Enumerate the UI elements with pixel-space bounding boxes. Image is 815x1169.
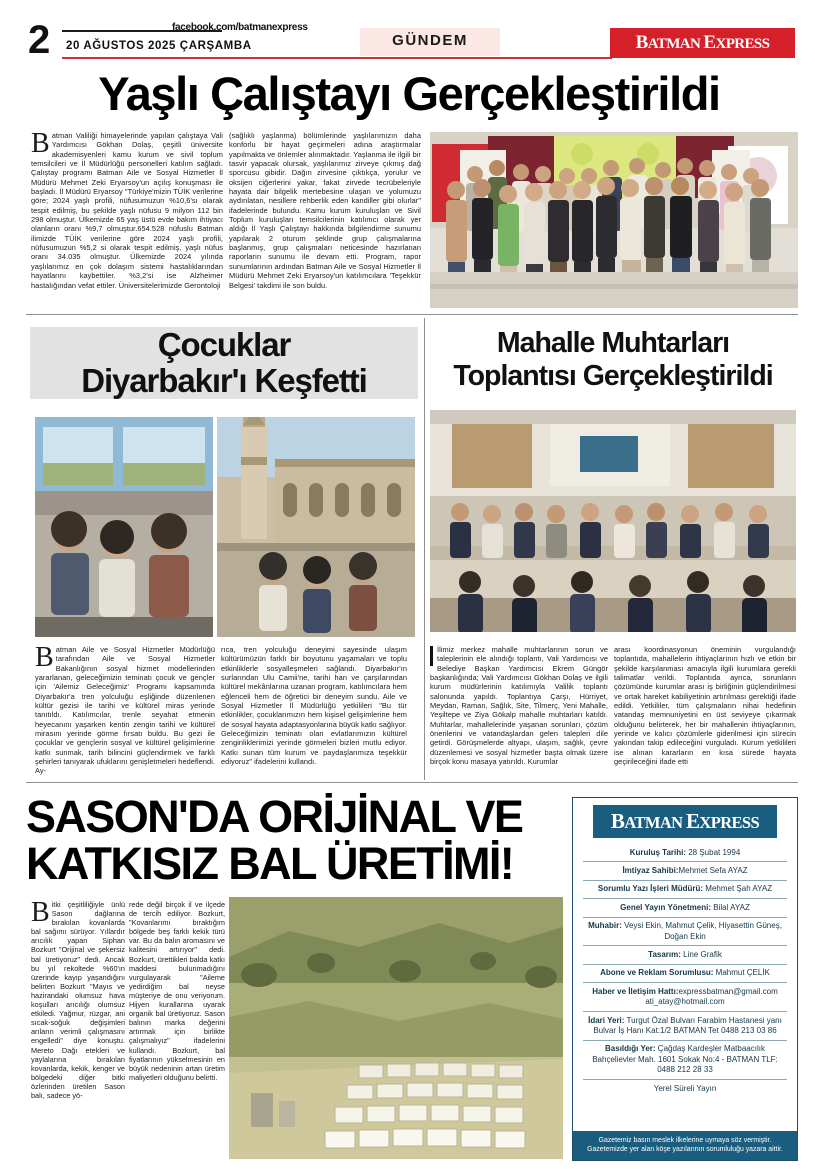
article3-col1-text: İlimiz merkez mahalle muhtarlarının sorun ve taleplerinin ele alındığı toplantı, Vali Yardımcısı ve Belediye Başkan Yardımcısı Ekrem Güngör başkanlığında; Vali Yardımcısı Gökhan Dolaş ve ilgili kurum müdürlerinin katılımıyla Valilik toplantı salonunda yapıldı. Toplantıya Çarşı, Hürriyet, Meydan, Raman, Sağlık, Site, Tilmerç, Yeni Mahalle, Yeşiltepe ve Ziya Gökalp mahalle muhtarları katıldı. Muhtarlar, mahallelerinde yaşanan sorunları, çözüm önerilerini ve vatandaşlardan gelen talepleri dile getirdi. Görüşmelerde altyapı, ulaşım, sağlık, çevre düzenlemesi ve sosyal hizmetler başta olmak üzere birçok konu masaya yatırıldı. Kurumlar: [430, 645, 608, 767]
group-photo-workshop-participants: [430, 132, 798, 308]
colophon-logo-e: E: [685, 809, 700, 833]
colophon-row-value: Yerel Süreli Yayın: [653, 1083, 717, 1093]
logo-atman: ATMAN: [647, 36, 704, 52]
article3-headline-line1: Mahalle Muhtarları: [496, 327, 730, 359]
colophon-row-label: İmtiyaz Sahibi:: [622, 865, 679, 875]
article2-column-2: rıca, tren yolculuğu deneyimi sayesinde ulaşım kültürümüzün farklı bir boyutunu yaşamaları ve toplu etkinliklerle sosyalleşmeleri sağlandı. Diyarbakır'ın surlarından Ulu Camii'ne, tarihi han ve çarşılarından kültürel mekânlarına uzanan program, katılımcılara hem eğlenceli hem de öğretici bir deneyim sundu. Aile ve Sosyal Hizmetler İl Müdürlüğü yetkilileri "Bu tür etkinlikler, çocuklarımızın hem kişisel gelişimlerine hem de sosyal hayata adaptasyonlarına büyük katkı sağlıyor. Geleceğimizin teminatı olan evlatlarımızın kültürel zenginliklerimizi yerinde görmeleri bizleri mutlu ediyor. Katkı sunan tüm kurum ve paydaşlarımıza teşekkür ediyoruz" ifadelerini kullandı.: [221, 645, 407, 767]
colophon-note-line1: Gazetemiz basın meslek ilkelerine uymaya söz vermiştir.: [598, 1136, 772, 1144]
logo-xpress: XPRESS: [715, 36, 770, 52]
colophon-row: [583, 844, 787, 861]
colophon-row: [583, 880, 787, 898]
page-masthead: [0, 0, 815, 68]
article4-column-1: [31, 897, 125, 1100]
article3-headline: [430, 327, 796, 393]
article2-headline-line2: Diyarbakır'ı Keşfetti: [81, 362, 367, 399]
lead-headline: Yaşlı Çalıştayı Gerçekleştirildi: [98, 67, 720, 120]
colophon-row: [583, 1011, 787, 1040]
page-number: 2: [28, 18, 50, 62]
colophon-note: [573, 1131, 797, 1160]
article3-initial-bar: [430, 646, 433, 666]
article4-column-2: rede değil birçok il ve ilçede de tercih ediliyor. Bozkurt, "Kovanlarımı bıraktığım bölgede beş farklı kekik türü var. Bu da balın aromasını ve kalitesini artırıyor" dedi. Bozkurt, ürettikleri balda katkı maddesi bulunmadığını vurgulayarak "Aileme yedirdiğim bal neyse müşteriye de onu veriyorum. Hijyen kurallarına uyarak organik bal üretiyoruz. Sason balının marka değerini artırmak için birlikte çalışmalıyız" ifadelerini kullandı. Bozkurt, bal fiyatlarının yükselmesinin en büyük nedeninin artan üretim maliyetleri olduğunu belirtti.: [129, 900, 225, 1082]
colophon-row-label: Basıldığı Yer:: [605, 1044, 656, 1054]
article3-column-1: [430, 645, 608, 766]
logo-e: E: [703, 32, 716, 53]
article4-headline: [26, 793, 564, 887]
article3-photo-meeting: [430, 410, 796, 632]
colophon-note-line2: Gazetemizde yer alan köşe yazılarının sorumluluğu yazara aittir.: [587, 1146, 783, 1154]
colophon-row-label: Abone ve Reklam Sorumlusu:: [600, 968, 714, 978]
colophon-rows: [583, 844, 787, 1098]
colophon-logo: [593, 805, 777, 838]
article4-photo-beehives: [229, 897, 563, 1159]
colophon-row-value: Mahmut ÇELİK: [713, 968, 770, 978]
colophon-box: [572, 797, 798, 1161]
colophon-row: [583, 945, 787, 963]
colophon-row-label: Kuruluş Tarihi:: [629, 847, 686, 857]
colophon-logo-b: B: [610, 809, 625, 833]
historic-mosque-minaret-courtyard: [217, 417, 415, 637]
dropcap-letter: B: [35, 642, 54, 673]
article1-column-1: [31, 128, 223, 290]
article4-headline-line2: KATKISIZ BAL ÜRETİMİ!: [26, 838, 514, 889]
middle-vertical-divider: [424, 318, 425, 780]
colophon-row: [583, 1079, 787, 1097]
social-url: facebook.com/batmanexpress: [172, 22, 308, 33]
publication-date: 20 AĞUSTOS 2025 ÇARŞAMBA: [66, 40, 252, 52]
colophon-row-value: ati_atay@hotmail.com: [645, 997, 725, 1007]
colophon-row: [583, 861, 787, 879]
colophon-row-label: Muhabir:: [588, 921, 622, 931]
colophon-row: [583, 898, 787, 916]
colophon-row-value: 28 Şubat 1994: [686, 847, 741, 857]
colophon-logo-atman: ATMAN: [624, 813, 686, 832]
article2-headline: [30, 327, 418, 399]
colophon-row-value: Mehmet Şah AYAZ: [703, 884, 773, 894]
colophon-row-label: Genel Yayın Yönetmeni:: [620, 902, 712, 912]
article2-column-1: [35, 642, 215, 776]
article1-photo: [430, 132, 798, 308]
logo-b: B: [635, 32, 648, 53]
article1-column-2: (sağlıklı yaşlanma) bölümlerinde yaşlılarımızın daha konforlu bir hayat geçirmeleri adına araştırmalar yapılmakta ve önlemler alınmaktadır. Yaşlanma ile ilgili bir tasvir yapacak olursak, yaşlılarımız zirveye çıkmış dağ sporcusu gibidir. Dağın zirvesine çıktıkça, yorulur ve oksijen ciğerlerini yakar, fakat zirvede tecrübeleriyle hayata dair bilgelik mertebesine ulaşan ve yolumuzu aydınlatan, nesillere rehberlik eden kandiller gibi olurlar" ifadelerinde bulundu. Kamu kurum kuruluşları ve Sivil Toplum kuruluşları temsilcilerinin katılımcı olarak yer aldığı İl Yaşlı Çalıştayı hakkında bilgilendirme sunumu yapılarak 2 oturum şeklinde grup çalışmalarına başlanmış, grup çalışmaları neticesinde hazırlanan raporların sunumu ile devam etti. Program, rapor sunumlarının ardından Batman Aile ve Sosyal Hizmetler İl Müdürü Mehmet Zeki Eryarsoy'un katılımcılara 'Teşekkür Belgesi' takdimi ile son buldu.: [229, 131, 421, 290]
meeting-hall-officials-seated: [430, 410, 796, 632]
article4-col1-text: itki çeşitliliğiyle ünlü Sason dağlarına bırakılan kovanlarda bal sağımı sürüyor. Yıllardır arıcılık yapan Siphan Bozkurt "Orijinal ve şekersiz bal üretiyoruz" dedi. Ancak bu yıl rekoltede %60'ın üzerinde kayıp yaşandığını belirten Bozkurt "Mayıs ve hazirandaki olumsuz hava koşulları arıcılığı olumsuz etkiledi. Yağmur, rüzgar, ani sıcak-soğuk değişimleri arıların verimli çalışmasını engelledi" diye konuştu. Mereto Dağı etekleri ve yaylalarına bırakılan kovanlarda, kekik, kenger ve bölgedeki diğer bitki özlerinden üretilen Sason balı, sadece yö-: [31, 900, 125, 1100]
children-on-train-window-view: [35, 417, 213, 637]
colophon-row-value: Turgut Özal Bulvarı Farabim Hastanesi yanı Bulvar İş Hanı Kat:1/2 BATMAN Tet 0488 213 03 86: [593, 1015, 782, 1035]
colophon-row: [583, 1040, 787, 1079]
colophon-row-label: Haber ve İletişim Hattı:: [592, 986, 679, 996]
article3-column-2: arası koordinasyonun öneminin vurgulandığı toplantıda, mahallelerin ihtiyaçlarının hızlı ve etkin bir şekilde karşılanması amacıyla ilgili kurumlara gerekli talimatlar verildi. Toplantıda ayrıca, sorunların çözümünde kurumlar arası iş birliğinin güçlendirilmesi ve ortak hareket kabiliyetinin artırılması gerektiği ifade edildi. Yetkililer, tüm çalışmaların nihai hedefinin vatandaş memnuniyetini en üst seviyeye çıkarmak olduğunu belirterek, her bir mahallenin ihtiyaçlarının, yerinde ve kalıcı çözümlerle giderilmesi için sürecin yakından takip edileceğini vurguladı. Kurum yetkilileri ise alınan kararların en kısa sürede hayata geçirileceğini ifade etti: [614, 645, 796, 767]
colophon-row-value: Line Grafik: [680, 949, 722, 959]
article2-headline-line1: Çocuklar: [157, 326, 291, 363]
section-title: GÜNDEM: [392, 32, 468, 49]
masthead-red-rule: [62, 57, 612, 59]
article1-col1-text: atman Valiliği himayelerinde yapılan çalıştaya Vali Yardımcısı Gökhan Dolaş, çeşitli üniversite akademisyenleri kamu kurum ve sivil toplum temsilcileri ve İl Müdürlüğü personelleri katılım sağladı. Çalıştay programı Batman Aile ve Sosyal Hizmetler İl Müdürü Mehmet Zeki Eryarsoy'un açılış konuşması ile başladı. İl Müdürü Eryarsoy "Türkiye'mizin TÜİK verilerine göre; 2024 yaşlı profili, nüfusumuzun %10,6'sı olarak tespit edilmiş, bu şekilde yaşlı nüfusu 9 milyon 112 bin 298 olmuştur. Ülkemizde 65 yaş üstü evde bakım ihtiyacı olanların oranı %9,7 olmuştur.654.528 nüfuslu Batman ilimizde TÜİK verilerine göre 2024 yaşlı profili, nüfusumuzun %5,2 si olarak tespit edilmiş, yaşlı nüfus oranı 34.035 olmuştur. Ülkemizde 2024 yılında yaşlılarımız en çok dolaşım sistemi hastalıklarından hayatlarını kaybettiler. %3,2'si ise Alzheimer hastalığından vefat ettiler. Üniversitelerimizde Gerontoloji: [31, 131, 223, 290]
dropcap-letter: B: [31, 897, 50, 928]
colophon-row: [583, 982, 787, 1011]
colophon-row-label: Sorumlu Yazı İşleri Müdürü:: [597, 884, 704, 894]
colophon-row-value: Veysi Ekin, Mahmut Çelik, Hiyasettin Güneş, Doğan Ekin: [621, 921, 782, 941]
colophon-row: [583, 964, 787, 982]
colophon-row-value: expressbatman@gmail.com: [678, 986, 778, 996]
colophon-logo-xpress: XPRESS: [699, 813, 760, 832]
middle-rule-bottom: [26, 782, 798, 783]
colophon-row-label: Tasarım:: [648, 949, 681, 959]
beehives-on-hillside-landscape: [229, 897, 563, 1159]
colophon-row-value: Mehmet Sefa AYAZ: [678, 865, 748, 875]
dropcap-letter: B: [31, 128, 50, 159]
colophon-row: [583, 917, 787, 946]
newspaper-logo: [610, 28, 795, 58]
colophon-row-value: Bilal AYAZ: [711, 902, 750, 912]
article2-photo-mosque: [217, 417, 415, 637]
article4-headline-line1: SASON'DA ORİJİNAL VE: [26, 791, 523, 842]
article2-col1-text: atman Aile ve Sosyal Hizmetler Müdürlüğü tarafından Aile ve Sosyal Hizmetler Bakanlığının sosyal hizmet modellerinden yararlanan, geleceğimizin teminatı çocuk ve gençler için 'Ailemiz Geleceğimiz' Programı kapsamında Diyarbakır'a tren yolculuğu eşliğinde düzenlenen kültür gezisi ile tarihi ve kültürel miras yerinde tanıtıldı. Katılımcılar, trenle seyahat etmenin heyecanını yaşarken kentin zengin tarihi ve kültürel mirasını yerinde görme fırsatı buldu. Bu gezi ile çocuklar ve gençlerin sosyal ve kültürel gelişimlerine katkı sunmak, tarih bilincini güçlendirmek ve farklı şehirleri tanıyarak ufuklarını genişletmeleri hedeflendi. Ay-: [35, 645, 215, 776]
middle-rule-top: [26, 314, 798, 315]
colophon-row-value: Çağdaş Kardeşler Matbaacılık Bahçelievler Mah. 1601 Sokak No:4 - BATMAN TLF: 0488 212 28 33: [592, 1044, 778, 1075]
article2-photo-train: [35, 417, 213, 637]
colophon-row-label: İdari Yeri:: [588, 1015, 625, 1025]
article3-headline-line2: Toplantısı Gerçekleştirildi: [453, 360, 773, 392]
